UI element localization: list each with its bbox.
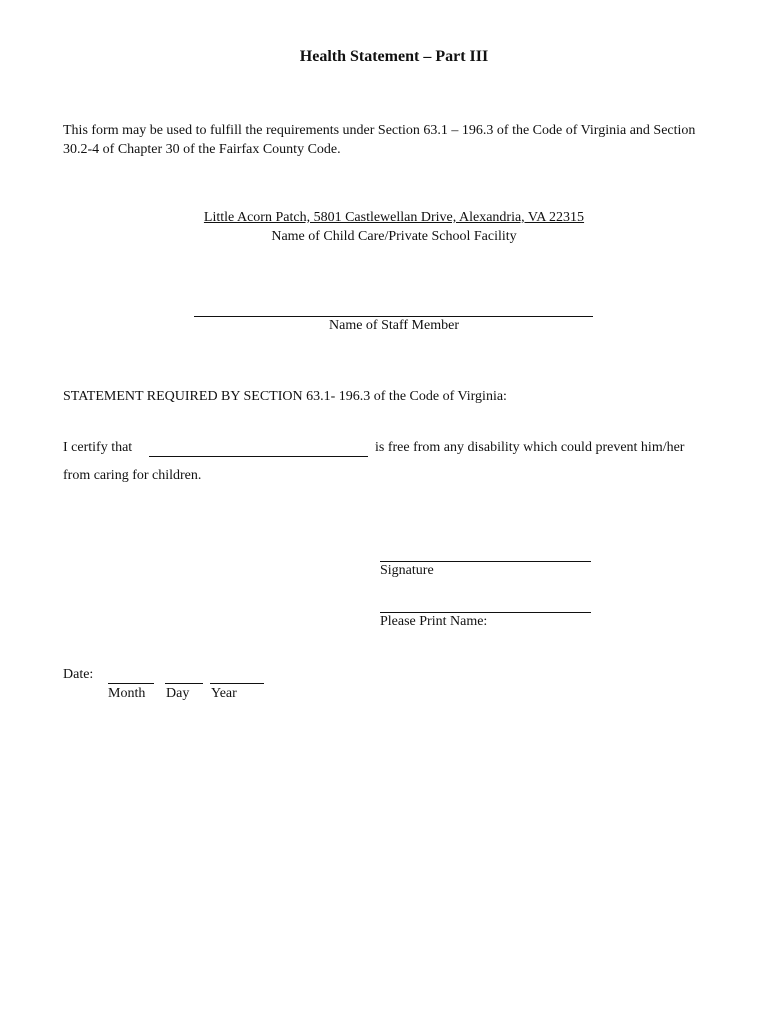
date-label: Date: xyxy=(63,667,94,682)
date-day-label: Day xyxy=(166,686,190,701)
date-day-field[interactable] xyxy=(165,683,203,684)
certify-prefix: I certify that xyxy=(63,440,133,455)
facility-name-value: Little Acorn Patch, 5801 Castlewellan Drive, Alexandria, VA 22315 xyxy=(203,210,585,225)
staff-name-label: Name of Staff Member xyxy=(329,318,459,333)
print-name-field[interactable] xyxy=(380,612,591,613)
staff-name-field[interactable] xyxy=(194,316,593,317)
page-title: Health Statement – Part III xyxy=(299,48,489,65)
signature-field[interactable] xyxy=(380,561,591,562)
date-month-label: Month xyxy=(108,686,146,701)
signature-label: Signature xyxy=(380,563,434,578)
facility-name-field[interactable] xyxy=(0,210,770,226)
date-year-field[interactable] xyxy=(210,683,264,684)
statement-heading: STATEMENT REQUIRED BY SECTION 63.1- 196.3 of the Code of Virginia: xyxy=(63,389,507,404)
certify-continuation: from caring for children. xyxy=(63,468,202,483)
facility-name-label: Name of Child Care/Private School Facility xyxy=(271,229,517,244)
date-year-label: Year xyxy=(211,686,237,701)
date-month-field[interactable] xyxy=(108,683,154,684)
intro-paragraph: This form may be used to fulfill the requirements under Section 63.1 – 196.3 of the Code of Virginia and Section 30.2-4 of Chapter 30 of the Fairfax County Code. xyxy=(63,123,696,157)
certify-name-field[interactable] xyxy=(149,456,368,457)
certify-suffix: is free from any disability which could prevent him/her xyxy=(375,440,685,455)
print-name-label: Please Print Name: xyxy=(380,614,488,629)
